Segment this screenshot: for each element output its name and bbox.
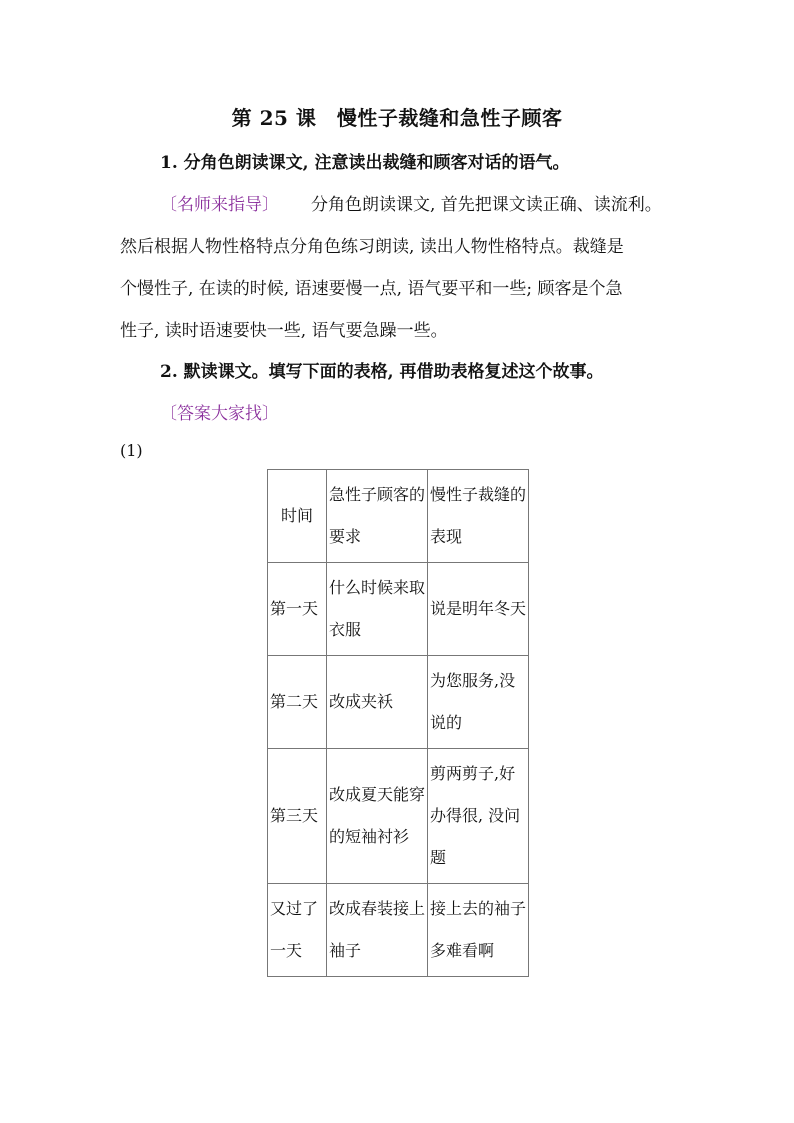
table-header-row: [268, 470, 529, 563]
guide-line-1-row: [160, 190, 662, 215]
table-row: [268, 656, 529, 749]
guide-line-1: 分角色朗读课文, 首先把课文读正确、读流利。: [311, 195, 662, 215]
table-cell: 第一天: [268, 563, 327, 656]
question-2: 2. 默读课文。填写下面的表格, 再借助表格复述这个故事。: [160, 362, 604, 382]
guide-line-2: 然后根据人物性格特点分角色练习朗读, 读出人物性格特点。裁缝是: [120, 237, 624, 257]
table-header-cell: 时间: [268, 470, 327, 563]
table-cell: 改成春装接上袖子: [327, 884, 428, 977]
table-cell: 改成夹袄: [327, 656, 428, 749]
table-cell: 第三天: [268, 749, 327, 884]
guide-line-3: 个慢性子, 在读的时候, 语速要慢一点, 语气要平和一些; 顾客是个急: [120, 279, 623, 299]
table-row: [268, 563, 529, 656]
guide-line-4: 性子, 读时语速要快一些, 语气要急躁一些。: [120, 321, 448, 341]
table-cell: 为您服务,没说的: [428, 656, 529, 749]
lesson-title: 第 25 课 慢性子裁缝和急性子顾客: [231, 106, 563, 130]
table-cell: 剪两剪子,好办得很, 没问题: [428, 749, 529, 884]
answer-table: [267, 469, 529, 977]
table-row: [268, 884, 529, 977]
table-cell: 第二天: [268, 656, 327, 749]
answer-tag: 〔答案大家找〕: [160, 404, 279, 424]
table-cell: 什么时候来取衣服: [327, 563, 428, 656]
teacher-guide-tag: 〔名师来指导〕: [160, 195, 279, 215]
table-header-cell: 慢性子裁缝的表现: [428, 470, 529, 563]
table-cell: 说是明年冬天: [428, 563, 529, 656]
table-cell: 接上去的袖子多难看啊: [428, 884, 529, 977]
table-cell: 改成夏天能穿的短袖衬衫: [327, 749, 428, 884]
table-header-cell: 急性子顾客的要求: [327, 470, 428, 563]
sub-question-label: (1): [120, 441, 143, 460]
question-1: 1. 分角色朗读课文, 注意读出裁缝和顾客对话的语气。: [160, 153, 570, 173]
table-row: [268, 749, 529, 884]
table-cell: 又过了一天: [268, 884, 327, 977]
